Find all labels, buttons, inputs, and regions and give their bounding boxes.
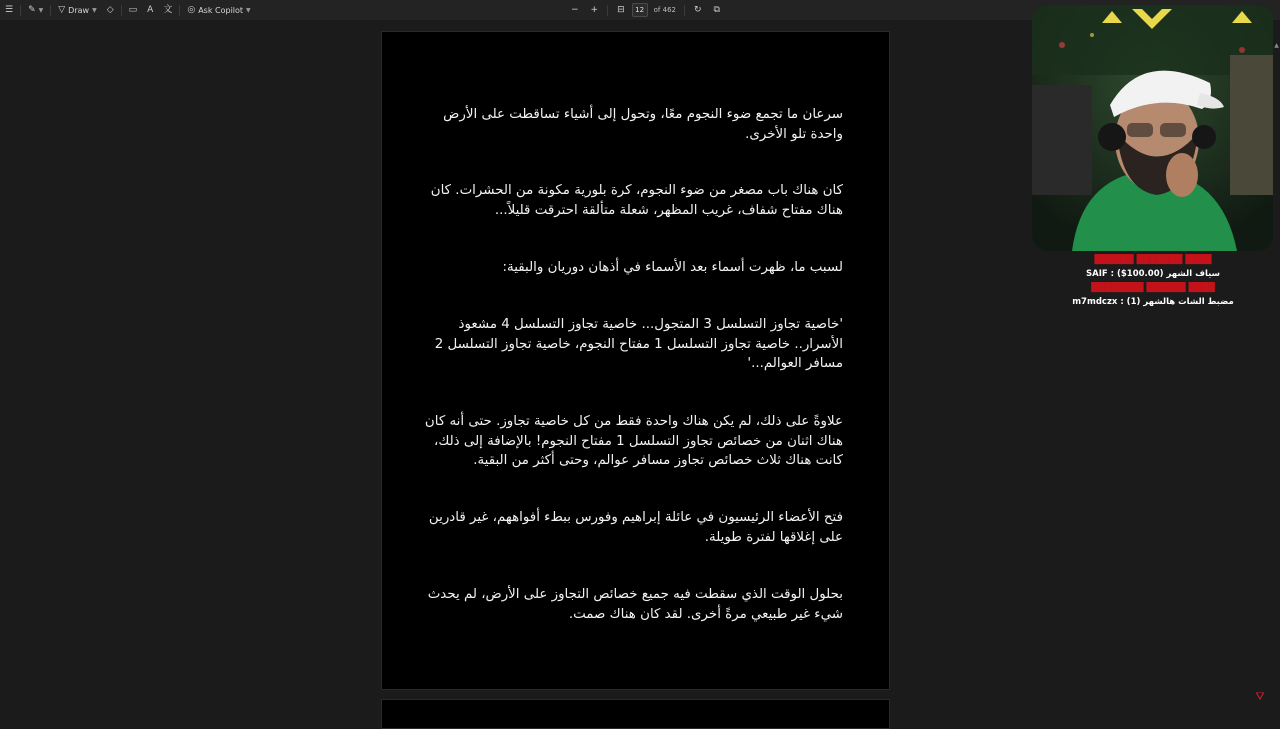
erase-button[interactable] (102, 0, 119, 20)
toolbar-divider (20, 5, 21, 16)
translate-button[interactable] (158, 0, 177, 20)
paragraph: 'خاصية تجاوز التسلسل 3 المتجول... خاصية تجاوز التسلسل 4 مشعوذ الأسرار.. خاصية تجاوز التسلسل 1 مفتاح النجوم، خاصية تجاوز التسلسل 2 مسافر العوالم...' (434, 317, 843, 371)
copilot-icon: ◎ (187, 4, 196, 15)
read-aloud-icon: A (147, 4, 154, 15)
zoom-in-button[interactable] (586, 0, 604, 20)
chevron-down-icon: ▼ (38, 6, 44, 14)
draw-button[interactable] (53, 0, 101, 20)
draw-icon: ▽ (58, 4, 66, 15)
rotate-button[interactable] (689, 0, 707, 20)
next-pdf-page (381, 699, 890, 729)
webcam-feed (1032, 5, 1274, 251)
toolbar-divider (121, 5, 122, 16)
plus-icon: + (590, 4, 599, 15)
page-total: of 462 (653, 6, 676, 14)
chevron-down-icon: ▼ (92, 6, 97, 14)
contents-button[interactable] (0, 0, 18, 20)
vertical-scrollbar[interactable] (1273, 20, 1280, 720)
streamer-photo (1032, 5, 1274, 251)
paragraph: سرعان ما تجمع ضوء النجوم معًا، وتحول إلى أشياء تساقطت على الأرض واحدة تلو الأخرى. (443, 107, 843, 142)
page-number-input[interactable]: 12 (632, 3, 648, 17)
paragraph: فتح الأعضاء الرئيسيون في عائلة إبراهيم وفورس ببطء أفواههم، غير قادرين على إغلاقها لفترة طويلة. (428, 510, 843, 545)
read-aloud-button[interactable] (142, 0, 158, 20)
page-controls (566, 0, 725, 20)
toolbar-divider (50, 5, 51, 16)
top-chatter-text: m7mdczx : (1) مضبط الشات هالشهر (1072, 297, 1234, 307)
ask-copilot-button[interactable] (182, 0, 255, 20)
list-icon: ☰ (5, 4, 14, 15)
stream-alerts (1032, 253, 1274, 309)
toolbar-divider (179, 5, 180, 16)
copilot-label: Ask Copilot (198, 5, 244, 15)
toolbar-divider (684, 5, 685, 16)
fit-page-icon: ⊟ (617, 4, 625, 15)
translate-icon: 文 (163, 4, 173, 15)
chevron-down-icon: ▼ (246, 6, 251, 14)
eraser-icon: ◇ (106, 4, 114, 15)
page-view-icon: ⧉ (713, 4, 720, 15)
text-box-button[interactable] (124, 0, 143, 20)
paragraph: بحلول الوقت الذي سقطت فيه جميع خصائص التجاوز على الأرض، لم يحدث شيء غير طبيعي مرةً أخرى. لقد كان هناك صمت. (427, 587, 843, 622)
paragraph: لسبب ما، ظهرت أسماء بعد الأسماء في أذهان دوريان والبقية: (502, 260, 843, 275)
toolbar-divider (607, 5, 608, 16)
alert-decoration: ██████ ███████ ████ (1094, 255, 1212, 265)
scroll-up-icon[interactable]: ▲ (1274, 42, 1279, 49)
page-view-button[interactable] (709, 0, 725, 20)
top-donor-text: SAIF : ($100.00) سياف الشهر (1086, 269, 1220, 279)
pdf-page (381, 31, 890, 690)
text-box-icon: ▭ (128, 4, 138, 15)
highlight-button[interactable] (23, 0, 48, 20)
pdf-app-icon: ⛛ (1255, 690, 1265, 703)
rotate-icon: ↻ (693, 4, 702, 15)
zoom-out-button[interactable] (566, 0, 584, 20)
fit-page-button[interactable] (612, 0, 630, 20)
alert-decoration: ████████ ██████ ████ (1091, 283, 1215, 293)
paragraph: كان هناك باب مصغر من ضوء النجوم، كرة بلورية مكونة من الحشرات. كان هناك مفتاح شفاف، غريب المظهر، شعلة متألقة احترقت قليلاً... (430, 183, 843, 218)
minus-icon: − (571, 4, 579, 15)
draw-label: Draw (68, 5, 90, 15)
paragraph: علاوةً على ذلك، لم يكن هناك واحدة فقط من كل خاصية تجاوز. حتى أنه كان هناك اثنان من خصائص تجاوز التسلسل 1 مفتاح النجوم! بالإضافة إلى ذلك، كانت هناك ثلاث خصائص تجاوز مسافر عوالم، وحتى أكثر من البقية. (424, 414, 843, 468)
highlighter-icon: ✎ (28, 4, 36, 15)
